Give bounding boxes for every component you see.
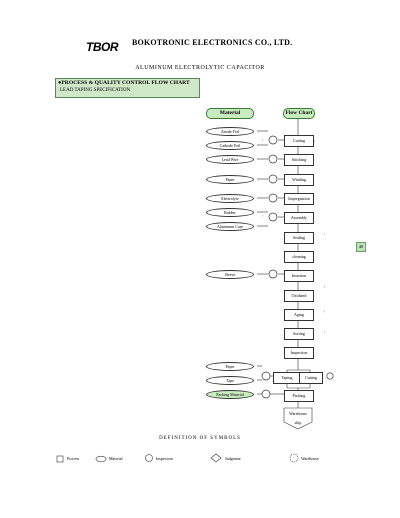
process-impregnation: Impregnation [284, 193, 314, 205]
material-lead-wire: Lead Wire [206, 155, 254, 164]
process-cleaning: cleaning [284, 251, 314, 263]
process-sealing: Sealing [284, 232, 314, 244]
ship-label: ship [294, 420, 302, 425]
process-insertion: Insertion [284, 270, 314, 282]
legend-inspection-label: Inspection [156, 456, 173, 461]
legend-inspection-symbol [146, 455, 153, 462]
process-stitching: Stitching [284, 154, 314, 166]
company-logo: TBOR [86, 40, 118, 54]
svg-text:•: • [262, 138, 264, 142]
process-cutting-2: Cutting [299, 372, 323, 384]
material-packing-material: Packing Material [206, 390, 254, 399]
material-cathode-foil: Cathode Foil [206, 141, 254, 150]
svg-text:•: • [324, 232, 326, 236]
flow-column-header: Flow Chart [283, 108, 315, 119]
material-electrolyte: Electrolyte [206, 194, 254, 203]
warehouse-label: Warehouse [289, 411, 307, 416]
process-assembly: Assembly [284, 212, 314, 224]
svg-text:•: • [324, 330, 326, 334]
section-subtitle: LEAD TAPING SPECIFICATION [60, 88, 131, 93]
material-rubber: Rubber [206, 208, 254, 217]
process-sorting: Sorting [284, 328, 314, 340]
legend-title: DEFINITION OF SYMBOLS [159, 436, 241, 441]
section-title: ●PROCESS & QUALITY CONTROL FLOW CHART [58, 80, 190, 86]
process-oxidized: Oxidized [284, 290, 314, 302]
bullet-icon: ● [58, 80, 62, 86]
document-title: ALUMINUM ELECTROLYTIC CAPACITOR [135, 65, 265, 71]
legend-material-label: Material [109, 456, 123, 461]
process-packing: Packing [284, 390, 314, 402]
legend-warehouse-symbol [290, 454, 298, 462]
legend-process-label: Process [67, 456, 80, 461]
material-anode-foil: Anode Foil [206, 127, 254, 136]
svg-text:•: • [262, 214, 264, 218]
legend-material-symbol [96, 456, 106, 462]
process-cutting: Cutting [284, 135, 314, 147]
material-paper: Paper [206, 175, 254, 184]
legend-process-symbol [57, 456, 63, 462]
page-number: 40 [356, 242, 366, 252]
material-aluminum-case: Aluminum Case [206, 222, 254, 231]
process-aging: Aging [284, 309, 314, 321]
legend-judgment-label: Judgment [225, 456, 241, 461]
company-name: BOKOTRONIC ELECTRONICS CO., LTD. [132, 38, 293, 47]
legend-judgment-symbol [211, 454, 221, 462]
legend-warehouse-label: Warehouse [301, 456, 319, 461]
material-sleeve: Sleeve [206, 270, 254, 279]
process-winding: Winding [284, 174, 314, 186]
svg-text:•: • [314, 139, 316, 143]
material-paper-2: Paper [206, 362, 254, 371]
material-column-header: Material [206, 108, 254, 119]
svg-text:•: • [324, 310, 326, 314]
material-tape: Tape [206, 376, 254, 385]
svg-text:•: • [324, 285, 326, 289]
process-inspection: Inspection [284, 347, 314, 359]
process-taping: Taping [273, 372, 301, 384]
